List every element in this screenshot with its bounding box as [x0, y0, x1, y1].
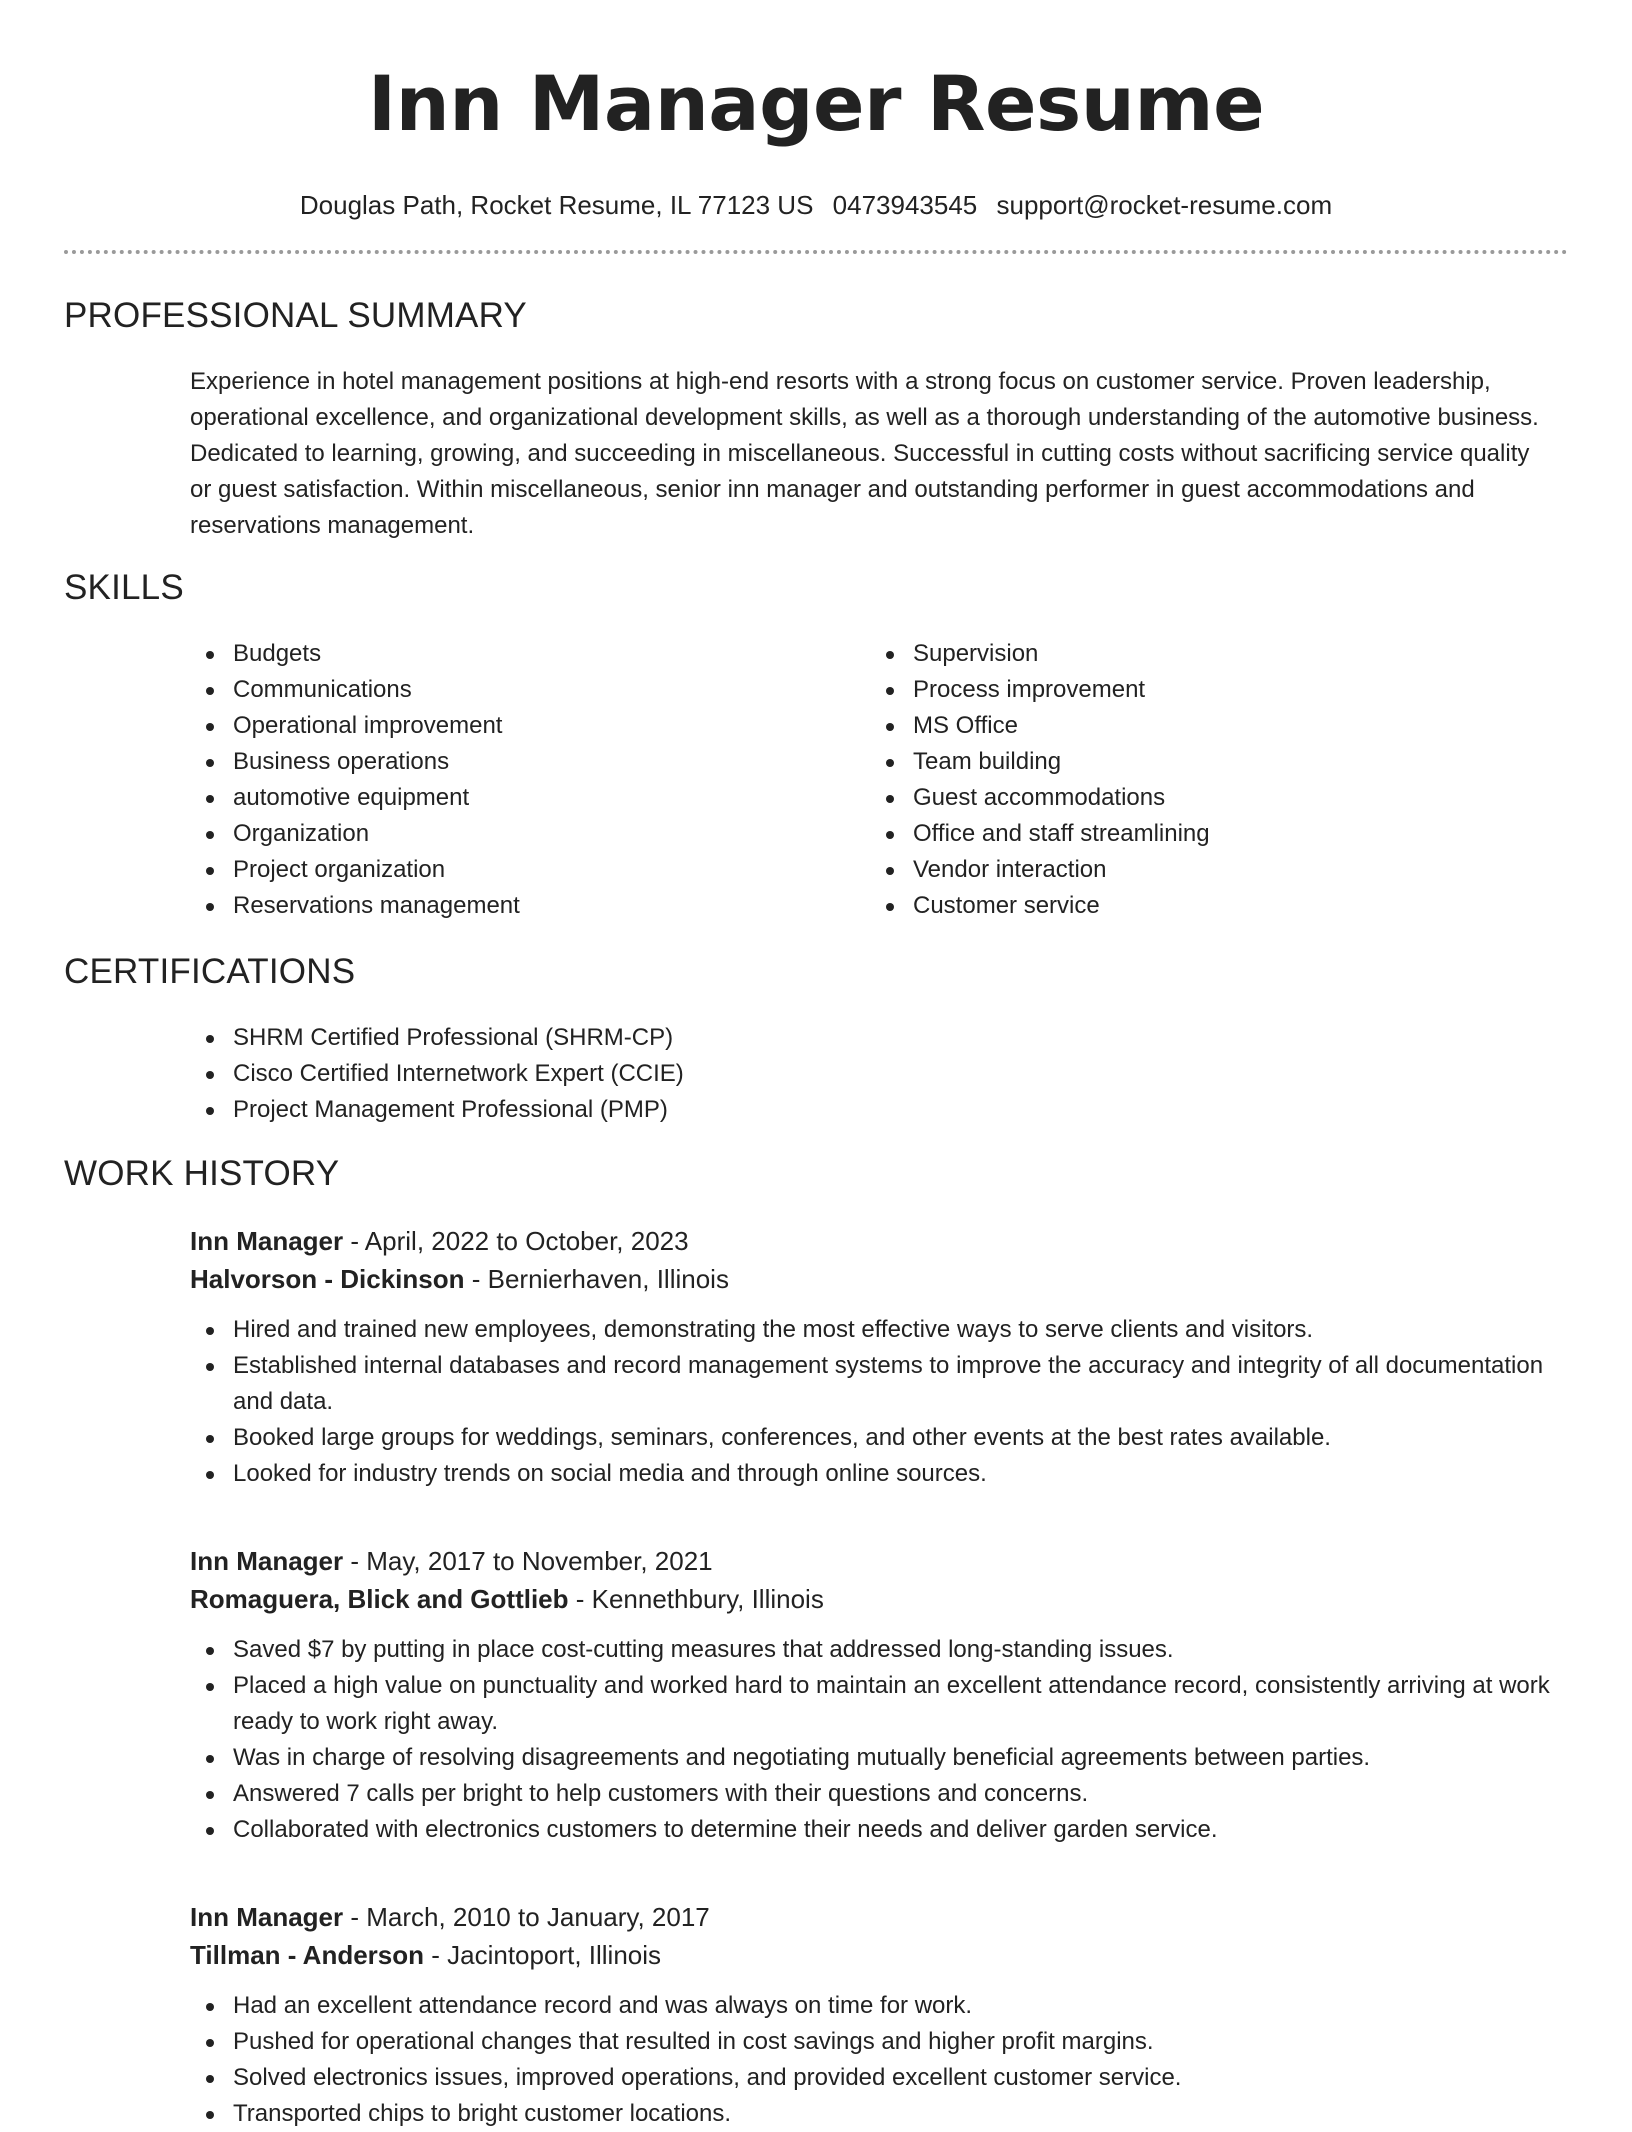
- contact-address: Douglas Path, Rocket Resume, IL 77123 US: [299, 190, 814, 220]
- job-bullet: Established internal databases and record management systems to improve the accuracy and integrity of all documentation and data.: [190, 1348, 1550, 1420]
- job-location: - Jacintoport, Illinois: [424, 1940, 662, 1970]
- skills-section: [190, 636, 1550, 924]
- job-bullet: Answered 7 calls per bright to help customers with their questions and concerns.: [190, 1776, 1550, 1812]
- summary-text: Experience in hotel management positions at high-end resorts with a strong focus on customer service. Proven leadership, operational excellence, and organizational development skills, as well as a thorough understanding of the automotive business. Dedicated to learning, growing, and succeeding in miscellaneous. Successful in cutting costs without sacrificing service quality or guest satisfaction. Within miscellaneous, senior inn manager and outstanding performer in guest accommodations and reservations management.: [190, 368, 1539, 539]
- job-title: Inn Manager: [190, 1546, 344, 1576]
- resume-header: [0, 0, 1632, 222]
- skills-columns: [190, 636, 1550, 924]
- skill-item: Customer service: [870, 888, 1550, 924]
- contact-email: support@rocket-resume.com: [996, 190, 1333, 220]
- job-bullet: Looked for industry trends on social media and through online sources.: [190, 1456, 1550, 1492]
- skill-item: Project organization: [190, 852, 870, 888]
- job-bullet: Transported chips to bright customer locations.: [190, 2096, 1550, 2132]
- job-bullet: Was in charge of resolving disagreements and negotiating mutually beneficial agreements between parties.: [190, 1740, 1550, 1776]
- contact-line: [0, 188, 1632, 222]
- job-bullet: Pushed for operational changes that resulted in cost savings and higher profit margins.: [190, 2024, 1550, 2060]
- skill-item: Team building: [870, 744, 1550, 780]
- skill-item: Communications: [190, 672, 870, 708]
- job-bullet: Had an excellent attendance record and was always on time for work.: [190, 1988, 1550, 2024]
- job-entry: [190, 1542, 1550, 1848]
- job-location: - Bernierhaven, Illinois: [464, 1264, 729, 1294]
- job-bullets: [190, 1988, 1550, 2132]
- skills-list-right: [870, 636, 1550, 924]
- job-dates: - April, 2022 to October, 2023: [343, 1226, 689, 1256]
- skill-item: Operational improvement: [190, 708, 870, 744]
- skill-item: Vendor interaction: [870, 852, 1550, 888]
- certification-item: SHRM Certified Professional (SHRM-CP): [190, 1020, 1550, 1056]
- work-history-heading: WORK HISTORY: [64, 1154, 340, 1193]
- header-divider: [64, 250, 1568, 254]
- skills-list-left: [190, 636, 870, 924]
- summary-section: [190, 364, 1550, 544]
- job-entry: [190, 1222, 1550, 1492]
- skill-item: Office and staff streamlining: [870, 816, 1550, 852]
- skill-item: Process improvement: [870, 672, 1550, 708]
- job-company-line: [190, 1260, 1550, 1298]
- job-entry: [190, 1898, 1550, 2132]
- job-bullet: Placed a high value on punctuality and worked hard to maintain an excellent attendance record, consistently arriving at work ready to work right away.: [190, 1668, 1550, 1740]
- job-title: Inn Manager: [190, 1902, 344, 1932]
- job-dates: - March, 2010 to January, 2017: [343, 1902, 710, 1932]
- job-bullet: Collaborated with electronics customers to determine their needs and deliver garden service.: [190, 1812, 1550, 1848]
- skill-item: Business operations: [190, 744, 870, 780]
- job-company-line: [190, 1936, 1550, 1974]
- skill-item: Supervision: [870, 636, 1550, 672]
- job-company: Tillman - Anderson: [190, 1940, 425, 1970]
- certification-item: Project Management Professional (PMP): [190, 1092, 1550, 1128]
- job-company: Halvorson - Dickinson: [190, 1264, 465, 1294]
- job-bullets: [190, 1632, 1550, 1848]
- job-title-line: [190, 1542, 1550, 1580]
- job-bullet: Saved $7 by putting in place cost-cutting measures that addressed long-standing issues.: [190, 1632, 1550, 1668]
- certifications-list: [190, 1020, 1550, 1128]
- job-location: - Kennethbury, Illinois: [568, 1584, 824, 1614]
- job-bullets: [190, 1312, 1550, 1492]
- certification-item: Cisco Certified Internetwork Expert (CCIE): [190, 1056, 1550, 1092]
- job-company-line: [190, 1580, 1550, 1618]
- job-title-line: [190, 1898, 1550, 1936]
- skill-item: MS Office: [870, 708, 1550, 744]
- summary-heading: PROFESSIONAL SUMMARY: [64, 296, 527, 335]
- job-bullet: Hired and trained new employees, demonstrating the most effective ways to serve clients and visitors.: [190, 1312, 1550, 1348]
- skill-item: Organization: [190, 816, 870, 852]
- contact-phone: 0473943545: [832, 190, 978, 220]
- job-title: Inn Manager: [190, 1226, 344, 1256]
- job-title-line: [190, 1222, 1550, 1260]
- job-dates: - May, 2017 to November, 2021: [343, 1546, 713, 1576]
- work-history-section: [190, 1222, 1550, 2132]
- page-title: Inn Manager Resume: [367, 59, 1265, 148]
- skill-item: automotive equipment: [190, 780, 870, 816]
- certifications-section: [190, 1020, 1550, 1128]
- job-company: Romaguera, Blick and Gottlieb: [190, 1584, 569, 1614]
- skill-item: Reservations management: [190, 888, 870, 924]
- certifications-heading: CERTIFICATIONS: [64, 952, 356, 991]
- skill-item: Guest accommodations: [870, 780, 1550, 816]
- skill-item: Budgets: [190, 636, 870, 672]
- job-bullet: Booked large groups for weddings, seminars, conferences, and other events at the best rates available.: [190, 1420, 1550, 1456]
- skills-heading: SKILLS: [64, 568, 184, 607]
- job-bullet: Solved electronics issues, improved operations, and provided excellent customer service.: [190, 2060, 1550, 2096]
